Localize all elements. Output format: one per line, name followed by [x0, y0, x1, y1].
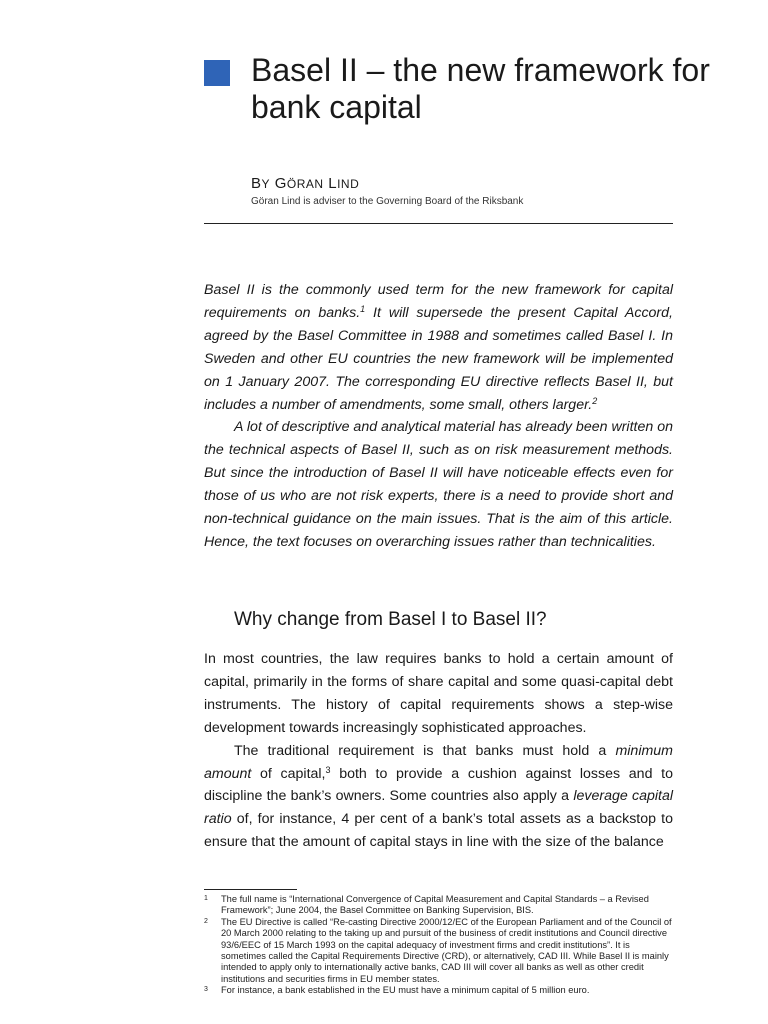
footnote-ref-2: 2 — [592, 395, 598, 406]
section-paragraph-1: In most countries, the law requires banks to hold a certain amount of capital, primarily in the forms of share capital and some quasi-capital debt instruments. The history of capital requirements shows a step-wise development towards increasingly sophisticated approaches. — [204, 651, 673, 736]
title-accent-square — [204, 60, 230, 86]
footnote-number: 2 — [204, 917, 208, 925]
byline — [251, 175, 359, 192]
author-note: Göran Lind is adviser to the Governing Board of the Riksbank — [251, 196, 524, 207]
footnote-3 — [204, 985, 673, 996]
footnotes — [204, 894, 673, 997]
section-p2-text-a: The traditional requirement is that banks must hold a — [234, 742, 616, 759]
section-p2-emphasis-2: leverage capital ratio — [204, 788, 674, 828]
author-first-initial: G — [274, 175, 287, 192]
byline-prefix-initial: B — [251, 175, 262, 192]
intro-paragraph-2: A lot of descriptive and analytical material has already been written on the technical aspects of Basel II, such as on risk measurement methods. But since the introduction of Basel II will have noticeable effects even for those of us who are not risk experts, there is a need to provide short and non-technical guidance on the main issues. That is the aim of this article. Hence, the text focuses on overarching issues rather than technicalities. — [204, 419, 673, 550]
intro-p1-text-b: It will supersede the present Capital Accord, agreed by the Basel Committee in 1988 and sometimes called Basel I. In Sweden and other EU countries the new framework will be implemented on 1 January 2007. The corresponding EU directive reflects Basel II, but includes a number of amendments, some small, others larger. — [204, 304, 673, 413]
section-heading: Why change from Basel I to Basel II? — [234, 609, 547, 630]
header-divider — [204, 223, 673, 224]
byline-prefix-rest: Y — [261, 177, 271, 191]
footnote-number: 3 — [204, 986, 208, 994]
author-first-rest: ÖRAN — [286, 177, 324, 191]
article-title: Basel II – the new framework for bank capital — [251, 52, 710, 125]
section-p2-text-c: both to provide a cushion against losses and to discipline the bank’s owners. Some countries also apply a — [204, 765, 673, 805]
intro-p1-text-a: Basel II is the commonly used term for the new framework for capital requirements on banks. — [204, 282, 673, 321]
intro-paragraph-1 — [204, 279, 673, 416]
footnote-2 — [204, 917, 673, 985]
section-p2-text-d: of, for instance, 4 per cent of a bank’s total assets as a backstop to ensure that the amount of capital stays in line with the size of the balance — [204, 811, 673, 851]
intro-block — [204, 279, 673, 554]
footnote-1 — [204, 894, 673, 917]
footnote-text: The full name is “International Convergence of Capital Measurement and Capital Standards – a Revised Framework”; June 2004, the Basel Committee on Banking Supervision, BIS. — [221, 894, 649, 916]
footnote-divider — [204, 889, 297, 890]
author-last-initial: L — [328, 175, 338, 192]
footnote-ref-3: 3 — [325, 764, 331, 775]
section-p2-text-b: of capital, — [251, 765, 326, 782]
author-last-rest: IND — [337, 177, 360, 191]
section-p2-emphasis-1: minimum amount — [204, 742, 673, 782]
footnote-number: 1 — [204, 895, 208, 902]
footnote-text: The EU Directive is called “Re-casting Directive 2000/12/EC of the European Parliament and of the Council of 20 March 2000 relating to the taking up and pursuit of the business of credit institutions and Council directive 93/6/EEC of 15 March 1993 on the capital adequacy of investment firms and credit institutions”. It is sometimes called the Capital Requirements Directive (CRD), or alternatively, CAD III. While Basel II is mainly intended to apply only to internationally active banks, CAD III will cover all banks as well as other credit institutions and securities firms in EU member states. — [221, 916, 672, 984]
section-body — [204, 648, 673, 854]
section-paragraph-2 — [204, 740, 673, 855]
footnote-ref-1: 1 — [360, 303, 366, 314]
footnote-text: For instance, a bank established in the EU must have a minimum capital of 5 million euro. — [221, 985, 590, 996]
